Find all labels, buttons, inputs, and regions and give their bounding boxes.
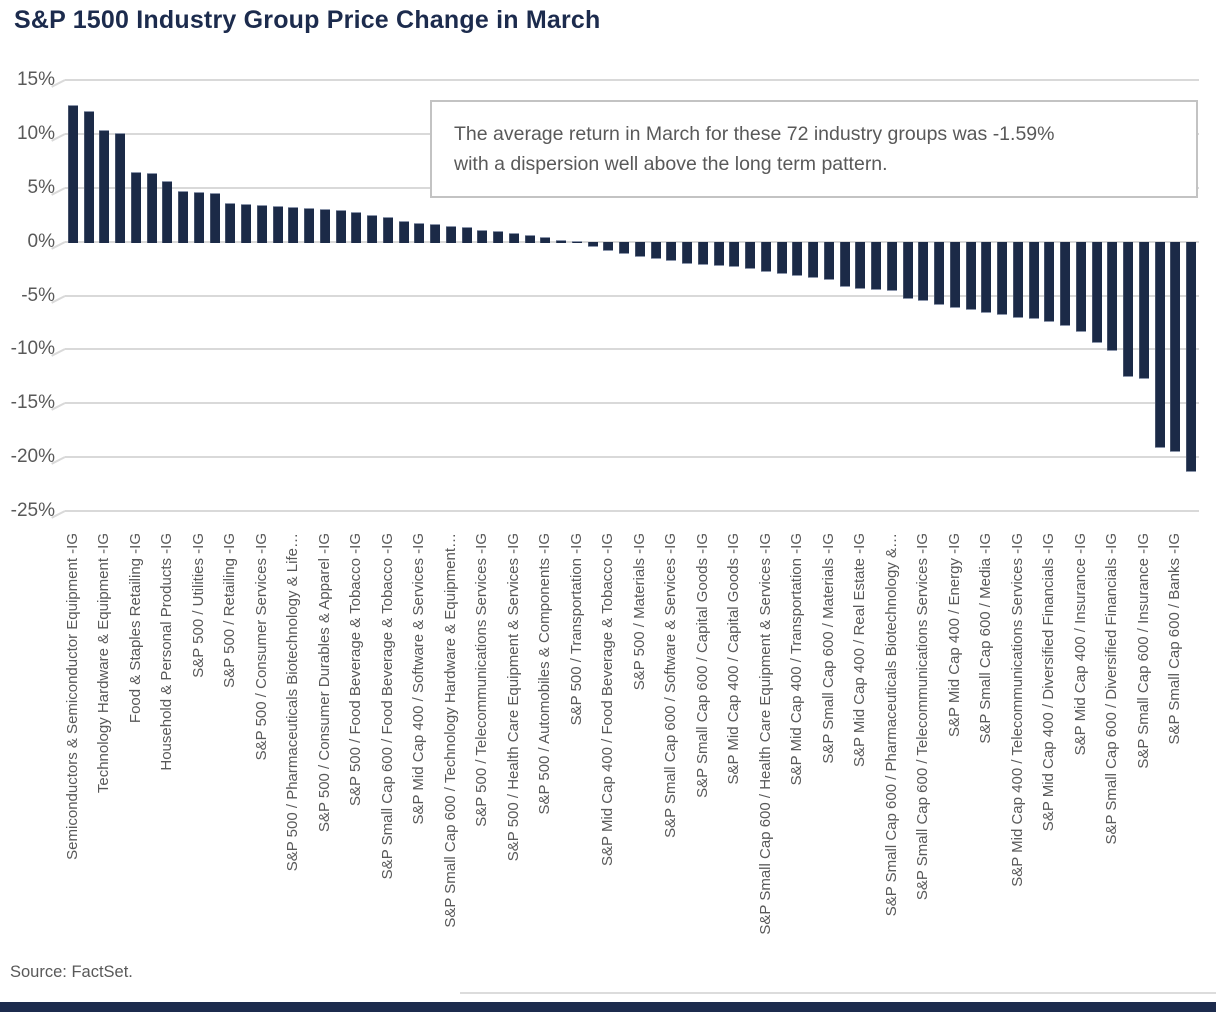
x-axis-label-text: S&P Small Cap 600 / Media -IG bbox=[977, 533, 995, 744]
x-axis-label-text: S&P Small Cap 600 / Technology Hardware & Equipment… bbox=[441, 533, 459, 928]
bar bbox=[918, 242, 928, 301]
x-axis-label-text: S&P Mid Cap 400 / Software & Services -IG bbox=[410, 533, 428, 825]
x-axis-label-text: S&P 500 / Pharmaceuticals Biotechnology & Life… bbox=[284, 533, 302, 872]
bar bbox=[462, 227, 472, 243]
bar bbox=[320, 209, 330, 242]
y-axis-tick-label: -15% bbox=[10, 392, 55, 414]
bar bbox=[304, 208, 314, 242]
bar bbox=[99, 130, 109, 243]
bar bbox=[903, 242, 913, 299]
annotation-line-1: The average return in March for these 72 industry groups was -1.59% bbox=[454, 123, 1055, 145]
bar bbox=[225, 203, 235, 243]
gridline bbox=[65, 510, 1199, 512]
x-axis-label-text: S&P 500 / Telecommunications Services -IG bbox=[473, 533, 491, 827]
bar bbox=[493, 231, 503, 243]
x-axis-label-text: S&P 500 / Automobiles & Components -IG bbox=[536, 533, 554, 815]
x-axis-label-text: S&P Mid Cap 400 / Capital Goods -IG bbox=[725, 533, 743, 785]
gridline bbox=[65, 402, 1199, 404]
bar bbox=[430, 224, 440, 242]
bar bbox=[1029, 242, 1039, 320]
bar bbox=[1123, 242, 1133, 378]
y-axis-tick-label: 0% bbox=[27, 230, 55, 252]
bar bbox=[871, 242, 881, 290]
bar bbox=[178, 191, 188, 243]
bar bbox=[1139, 242, 1149, 380]
y-axis-tick-label: 5% bbox=[27, 176, 55, 198]
bar bbox=[824, 242, 834, 281]
bar bbox=[1107, 242, 1117, 352]
bar bbox=[729, 242, 739, 268]
bar bbox=[68, 105, 78, 243]
x-axis-label-text: S&P Small Cap 600 / Insurance -IG bbox=[1134, 533, 1152, 769]
bar bbox=[540, 237, 550, 242]
bar bbox=[1076, 242, 1086, 332]
x-axis-label-text: S&P Small Cap 600 / Pharmaceuticals Biotechnology &… bbox=[882, 533, 900, 917]
footer-accent-bar bbox=[0, 1002, 1216, 1012]
gridline bbox=[65, 456, 1199, 458]
bar bbox=[950, 242, 960, 309]
x-axis-label-text: S&P Mid Cap 400 / Insurance -IG bbox=[1071, 533, 1089, 756]
bar bbox=[808, 242, 818, 279]
bar bbox=[399, 221, 409, 243]
bar bbox=[966, 242, 976, 311]
x-axis-label-text: S&P Small Cap 600 / Capital Goods -IG bbox=[693, 533, 711, 798]
annotation-line-2: with a dispersion well above the long term pattern. bbox=[454, 153, 888, 176]
bar bbox=[351, 212, 361, 243]
y-axis-tick-label: -10% bbox=[10, 338, 55, 360]
x-axis-label-text: S&P Mid Cap 400 / Telecommunications Services -IG bbox=[1008, 533, 1026, 887]
bar bbox=[288, 207, 298, 243]
x-axis-label-text: S&P 500 / Retailing -IG bbox=[221, 533, 239, 688]
x-axis-label-text: S&P Small Cap 600 / Materials -IG bbox=[819, 533, 837, 764]
bar bbox=[1092, 242, 1102, 343]
bar bbox=[855, 242, 865, 289]
x-axis-label-text: S&P Mid Cap 400 / Diversified Financials -IG bbox=[1040, 533, 1058, 832]
x-axis-label-text: Technology Hardware & Equipment -IG bbox=[95, 533, 113, 794]
y-axis-tick-label: -20% bbox=[10, 446, 55, 468]
bar bbox=[887, 242, 897, 292]
bar bbox=[603, 242, 613, 252]
bar bbox=[1044, 242, 1054, 323]
x-axis-label-text: S&P Mid Cap 400 / Real Estate -IG bbox=[851, 533, 869, 768]
y-axis-tick-label: 10% bbox=[16, 122, 55, 144]
x-axis-label-text: Food & Staples Retailing -IG bbox=[126, 533, 144, 724]
bar bbox=[525, 235, 535, 243]
y-axis-tick-label: -25% bbox=[10, 500, 55, 521]
bar bbox=[273, 206, 283, 243]
bar bbox=[997, 242, 1007, 315]
x-axis-label-text: Semiconductors & Semiconductor Equipment -IG bbox=[63, 533, 81, 860]
bar bbox=[1060, 242, 1070, 326]
y-axis-tick-label: -5% bbox=[21, 284, 55, 306]
bar bbox=[761, 242, 771, 272]
bar bbox=[934, 242, 944, 306]
bar bbox=[162, 181, 172, 242]
chart-title: S&P 1500 Industry Group Price Change in March bbox=[14, 6, 601, 34]
annotation-box bbox=[430, 100, 1198, 198]
bar bbox=[241, 204, 251, 243]
bar bbox=[194, 192, 204, 243]
bar bbox=[257, 205, 267, 243]
bar bbox=[635, 242, 645, 257]
bar bbox=[792, 242, 802, 276]
bar bbox=[115, 133, 125, 243]
bar bbox=[1155, 242, 1165, 449]
x-axis-label-text: S&P 500 / Consumer Services -IG bbox=[252, 533, 270, 761]
x-axis-label-text: S&P Small Cap 600 / Software & Services -IG bbox=[662, 533, 680, 838]
bar bbox=[336, 210, 346, 242]
bar bbox=[840, 242, 850, 287]
x-axis-label-text: S&P 500 / Food Beverage & Tobacco -IG bbox=[347, 533, 365, 806]
bar bbox=[147, 173, 157, 243]
bar bbox=[682, 242, 692, 265]
bar bbox=[745, 242, 755, 270]
bar bbox=[131, 172, 141, 243]
x-axis-label-text: S&P Small Cap 600 / Banks -IG bbox=[1166, 533, 1184, 745]
bar bbox=[383, 217, 393, 243]
x-axis-label-text: S&P 500 / Transportation -IG bbox=[567, 533, 585, 726]
x-axis-label-text: S&P Small Cap 600 / Diversified Financials -IG bbox=[1103, 533, 1121, 845]
bar bbox=[698, 242, 708, 266]
bar bbox=[210, 193, 220, 243]
bar bbox=[714, 242, 724, 267]
bar bbox=[619, 242, 629, 255]
bar bbox=[651, 242, 661, 259]
bar bbox=[556, 240, 566, 243]
gridline bbox=[65, 79, 1199, 81]
x-axis-label-text: Household & Personal Products -IG bbox=[158, 533, 176, 771]
gridline bbox=[65, 348, 1199, 350]
bar bbox=[84, 111, 94, 242]
x-axis-label-text: S&P Small Cap 600 / Health Care Equipment & Services -IG bbox=[756, 533, 774, 935]
bar bbox=[477, 230, 487, 243]
x-axis-label-text: S&P 500 / Consumer Durables & Apparel -IG bbox=[315, 533, 333, 833]
x-axis-label-text: S&P 500 / Utilities -IG bbox=[189, 533, 207, 678]
bar bbox=[509, 233, 519, 243]
bar bbox=[1013, 242, 1023, 318]
x-axis-label-text: S&P Mid Cap 400 / Energy -IG bbox=[945, 533, 963, 737]
x-axis-label-text: S&P Mid Cap 400 / Food Beverage & Tobacco -IG bbox=[599, 533, 617, 866]
bar bbox=[414, 223, 424, 242]
bar bbox=[588, 242, 598, 247]
bar bbox=[367, 215, 377, 243]
bar bbox=[777, 242, 787, 274]
x-axis-label-text: S&P 500 / Health Care Equipment & Services -IG bbox=[504, 533, 522, 862]
x-axis-label-text: S&P Small Cap 600 / Food Beverage & Tobacco -IG bbox=[378, 533, 396, 880]
bar bbox=[572, 241, 582, 243]
x-axis-label-text: S&P Small Cap 600 / Telecommunications Services -IG bbox=[914, 533, 932, 901]
source-note: Source: FactSet. bbox=[10, 963, 133, 981]
y-axis-tick-label: 15% bbox=[16, 69, 55, 90]
bar bbox=[446, 226, 456, 243]
x-axis-label-text: S&P Mid Cap 400 / Transportation -IG bbox=[788, 533, 806, 786]
bar bbox=[666, 242, 676, 261]
x-axis-label-text: S&P 500 / Materials -IG bbox=[630, 533, 648, 691]
bar bbox=[981, 242, 991, 313]
bar bbox=[1186, 242, 1196, 473]
bar bbox=[1170, 242, 1180, 452]
footer-rule bbox=[460, 992, 1216, 994]
